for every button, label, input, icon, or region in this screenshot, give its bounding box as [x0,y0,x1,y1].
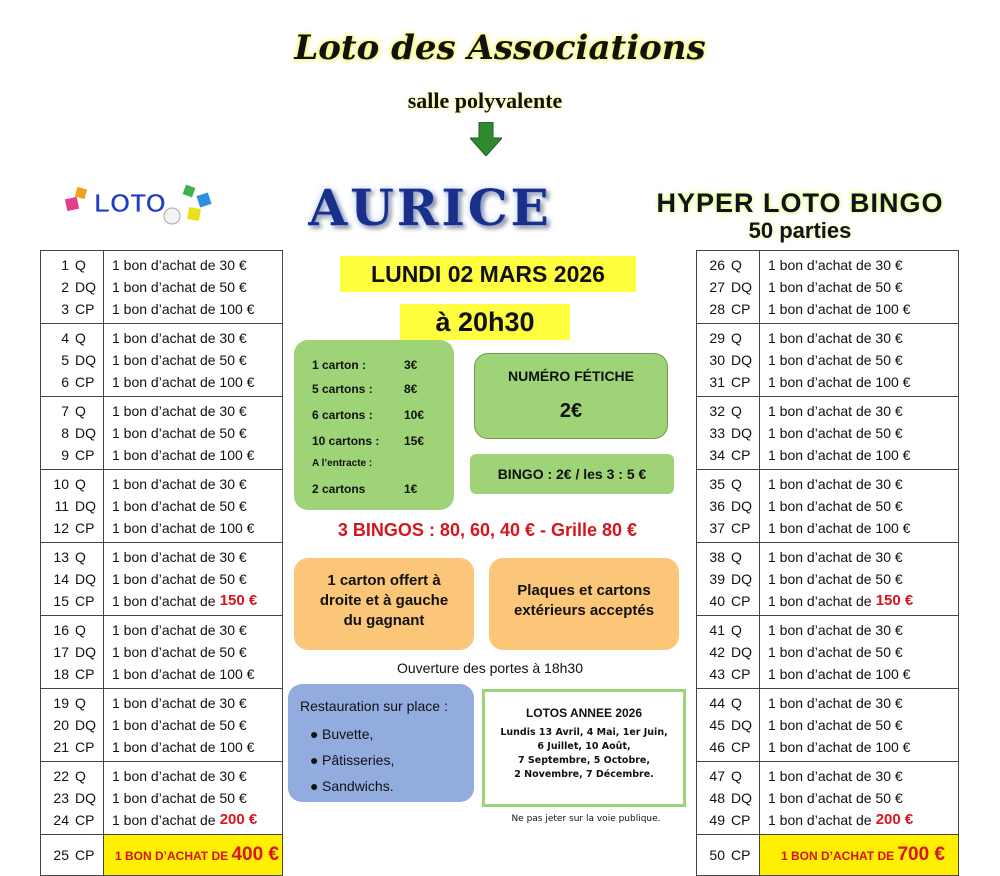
game-numbers-cell [41,251,104,324]
prize-line: 1 bon d’achat de 200 € [768,809,958,831]
game-number: 3 CP [61,301,95,317]
game-number: 4 Q [61,330,86,346]
loto-logo-icon [62,180,222,228]
game-number: 37 CP [709,520,751,536]
prize-line: 1 bon d’achat de 50 € [768,644,903,660]
prize-group-row [41,251,283,324]
game-number: 32 Q [709,403,742,419]
highlight-amount: 150 € [871,592,914,609]
game-numbers-cell [41,762,104,835]
game-numbers-cell [41,616,104,689]
bingo-price-box: BINGO : 2€ / les 3 : 5 € [470,454,674,494]
game-number: 48 DQ [709,790,752,806]
game-number: 1 Q [61,257,86,273]
game-numbers-cell [41,470,104,543]
prize-group-row [697,470,959,543]
poster-title: Loto des Associations [294,28,706,68]
prize-line: 1 bon d’achat de 30 € [112,768,247,784]
game-number: 31 CP [709,374,751,390]
bullet-icon: ● [310,752,319,768]
game-number: 12 CP [53,520,95,536]
prize-line: 1 bon d’achat de 100 € [112,447,255,463]
game-number: 36 DQ [709,498,752,514]
lotos-date-line: 2 Novembre, 7 Décembre. [514,769,654,780]
price-line: 2 cartons 1€ [312,482,418,496]
prize-line: 1 bon d’achat de 100 € [768,520,911,536]
game-number: 5 DQ [61,352,96,368]
game-numbers-cell [41,397,104,470]
game-number: 9 CP [61,447,95,463]
game-number: 19 Q [53,695,86,711]
prize-line: 1 bon d’achat de 100 € [768,739,911,755]
game-number: 18 CP [53,666,95,682]
resto-item: ● Buvette, [310,726,374,742]
game-number: 30 DQ [709,352,752,368]
prize-desc-cell [760,470,959,543]
offert-line: 1 carton offert à [327,572,441,589]
prize-line: 1 bon d’achat de 50 € [768,790,903,806]
game-number: 33 DQ [709,425,752,441]
final-prize-row [697,835,959,876]
venue-label: salle polyvalente [407,88,563,113]
prize-line: 1 bon d’achat de 50 € [112,644,247,660]
prize-line: 1 bon d’achat de 50 € [768,498,903,514]
prize-line: 1 bon d’achat de 30 € [112,476,247,492]
event-date: LUNDI 02 MARS 2026 [340,256,636,292]
resto-title: Restauration sur place : [300,698,448,714]
prize-group-row [41,689,283,762]
prize-line: 1 bon d’achat de 30 € [768,768,903,784]
game-number: 23 DQ [53,790,96,806]
prize-desc-cell [760,616,959,689]
lotos-date-line: Lundis 13 Avril, 4 Mai, 1er Juin, [500,727,668,738]
game-number: 43 CP [709,666,751,682]
prize-line: 1 bon d’achat de 100 € [112,739,255,755]
game-number: 24 CP [53,812,95,828]
game-number: 20 DQ [53,717,96,733]
game-numbers-cell [41,324,104,397]
game-number: 42 DQ [709,644,752,660]
prize-desc-cell [760,762,959,835]
game-number: 8 DQ [61,425,96,441]
prize-group-row [697,543,959,616]
prize-line: 1 bon d’achat de 30 € [112,695,247,711]
prize-group-row [41,470,283,543]
prize-line: 1 bon d’achat de 150 € [112,590,282,612]
game-numbers-cell [697,470,760,543]
prize-group-row [41,324,283,397]
game-number: 13 Q [53,549,86,565]
arrow-down-icon [470,122,502,156]
price-line: 1 carton : 3€ [312,358,418,372]
loto-logo [62,180,222,228]
offert-line: du gagnant [343,612,425,629]
prize-line: 1 bon d’achat de 30 € [112,549,247,565]
prize-group-row [41,397,283,470]
game-number: 26 Q [709,257,742,273]
game-number: 28 CP [709,301,751,317]
highlight-amount: 200 € [871,811,914,828]
prizes-table-right [696,250,959,876]
game-number: 38 Q [709,549,742,565]
game-numbers-cell [697,762,760,835]
prize-line: 1 bon d’achat de 100 € [112,520,255,536]
prize-line: 1 bon d’achat de 30 € [768,622,903,638]
game-number: 17 DQ [53,644,96,660]
prize-desc-cell [104,324,283,397]
prizes-table-left [40,250,283,876]
prize-desc-cell [760,543,959,616]
prize-line: 1 bon d’achat de 50 € [112,790,247,806]
lotos-2026-box [482,689,686,807]
bullet-icon: ● [310,778,319,794]
prize-desc-cell [104,470,283,543]
prize-line: 1 bon d’achat de 50 € [768,279,903,295]
game-number: 10 Q [53,476,86,492]
prize-line: 1 bon d’achat de 100 € [112,666,255,682]
prize-desc-cell [760,689,959,762]
prize-line: 1 bon d’achat de 100 € [768,666,911,682]
lotos-dates [485,726,683,782]
prize-desc-cell [104,616,283,689]
game-number: 14 DQ [53,571,96,587]
fetiche-price: 2€ [559,400,583,422]
parties-count: 50 parties [748,218,852,243]
offert-line: droite et à gauche [319,592,449,609]
fetiche-title: NUMÉRO FÉTICHE [508,368,634,384]
price-line: 6 cartons : 10€ [312,408,425,422]
prize-desc-cell [104,251,283,324]
do-not-litter-note: Ne pas jeter sur la voie publique. [511,814,661,824]
game-numbers-cell [41,543,104,616]
final-game-number: 50 CP [697,835,760,876]
prize-group-row [697,689,959,762]
prize-line: 1 bon d’achat de 50 € [768,425,903,441]
plaques-line: extérieurs acceptés [513,602,655,619]
prize-line: 1 bon d’achat de 100 € [768,301,911,317]
game-number: 29 Q [709,330,742,346]
doors-opening: Ouverture des portes à 18h30 [396,660,583,676]
game-numbers-cell [697,616,760,689]
game-numbers-cell [41,689,104,762]
game-number: 35 Q [709,476,742,492]
game-number: 15 CP [53,593,95,609]
prize-line: 1 bon d’achat de 30 € [112,330,247,346]
prize-line: 1 bon d’achat de 30 € [768,403,903,419]
plaques-box [489,558,679,650]
resto-item: ● Pâtisseries, [310,752,395,768]
prize-line: 1 bon d’achat de 50 € [112,571,247,587]
bullet-icon: ● [310,726,319,742]
prize-group-row [41,543,283,616]
game-number: 47 Q [709,768,742,784]
prize-line: 1 bon d’achat de 50 € [112,352,247,368]
prize-desc-cell [104,762,283,835]
prize-line: 1 bon d’achat de 100 € [768,447,911,463]
prize-desc-cell [104,397,283,470]
price-line: A l’entracte : [312,458,373,469]
game-numbers-cell [697,543,760,616]
price-line: 10 cartons : 15€ [312,434,425,448]
prize-group-row [697,324,959,397]
final-game-number: 25 CP [41,835,104,876]
prize-line: 1 bon d’achat de 100 € [768,374,911,390]
final-prize-desc: 1 BON D’ACHAT DE 400 € [104,835,283,876]
town-name: AURICE [308,178,552,237]
game-number: 44 Q [709,695,742,711]
game-numbers-cell [697,251,760,324]
prize-line: 1 bon d’achat de 50 € [112,425,247,441]
restauration-box [288,684,474,802]
prize-desc-cell [104,689,283,762]
prize-group-row [697,397,959,470]
prize-line: 1 bon d’achat de 30 € [768,330,903,346]
prize-group-row [697,251,959,324]
lotos-date-line: 7 Septembre, 5 Octobre, [518,755,650,766]
final-prize-desc: 1 BON D’ACHAT DE 700 € [760,835,959,876]
game-numbers-cell [697,397,760,470]
event-time: à 20h30 [400,304,570,340]
highlight-amount: 150 € [215,592,258,609]
game-number: 7 Q [61,403,86,419]
numero-fetiche-box [474,353,668,439]
final-prize-row [41,835,283,876]
price-line: 5 cartons : 8€ [312,382,418,396]
game-number: 46 CP [709,739,751,755]
prize-line: 1 bon d’achat de 50 € [768,717,903,733]
prize-line: 1 bon d’achat de 200 € [112,809,282,831]
game-number: 2 DQ [61,279,96,295]
prize-line: 1 bon d’achat de 30 € [768,695,903,711]
hyper-loto-bingo: HYPER LOTO BINGO [656,188,944,218]
game-number: 40 CP [709,593,751,609]
lotos-date-line: 6 Juillet, 10 Août, [537,741,631,752]
game-number: 6 CP [61,374,95,390]
prize-line: 1 bon d’achat de 50 € [768,352,903,368]
game-number: 45 DQ [709,717,752,733]
prize-line: 1 bon d’achat de 50 € [768,571,903,587]
lotos-title: LOTOS ANNEE 2026 [525,706,643,720]
prize-group-row [697,616,959,689]
prize-line: 1 bon d’achat de 30 € [768,549,903,565]
prize-line: 1 bon d’achat de 150 € [768,590,958,612]
game-number: 11 DQ [54,498,96,514]
prize-line: 1 bon d’achat de 50 € [112,279,247,295]
prize-line: 1 bon d’achat de 30 € [768,257,903,273]
carton-offert-box [294,558,474,650]
prize-group-row [41,762,283,835]
prize-line: 1 bon d’achat de 100 € [112,374,255,390]
prize-desc-cell [104,543,283,616]
logo-text: LOTO [94,188,166,218]
game-number: 34 CP [709,447,751,463]
prize-desc-cell [760,397,959,470]
bingos-prizes: 3 BINGOS : 80, 60, 40 € - Grille 80 € [337,520,638,540]
prize-desc-cell [760,251,959,324]
game-number: 49 CP [709,812,751,828]
prices-box [294,340,454,510]
prize-line: 1 bon d’achat de 50 € [112,717,247,733]
prize-group-row [41,616,283,689]
game-numbers-cell [697,689,760,762]
game-number: 27 DQ [709,279,752,295]
prize-line: 1 bon d’achat de 30 € [112,403,247,419]
game-number: 41 Q [709,622,742,638]
prize-desc-cell [760,324,959,397]
prize-line: 1 bon d’achat de 30 € [112,257,247,273]
resto-item: ● Sandwichs. [310,778,394,794]
game-number: 21 CP [53,739,95,755]
game-number: 16 Q [53,622,86,638]
prize-line: 1 bon d’achat de 30 € [112,622,247,638]
prize-group-row [697,762,959,835]
game-number: 22 Q [53,768,86,784]
prize-line: 1 bon d’achat de 30 € [768,476,903,492]
game-numbers-cell [697,324,760,397]
plaques-line: Plaques et cartons [517,582,651,599]
highlight-amount: 200 € [215,811,258,828]
prize-line: 1 bon d’achat de 100 € [112,301,255,317]
game-number: 39 DQ [709,571,752,587]
prize-line: 1 bon d’achat de 50 € [112,498,247,514]
